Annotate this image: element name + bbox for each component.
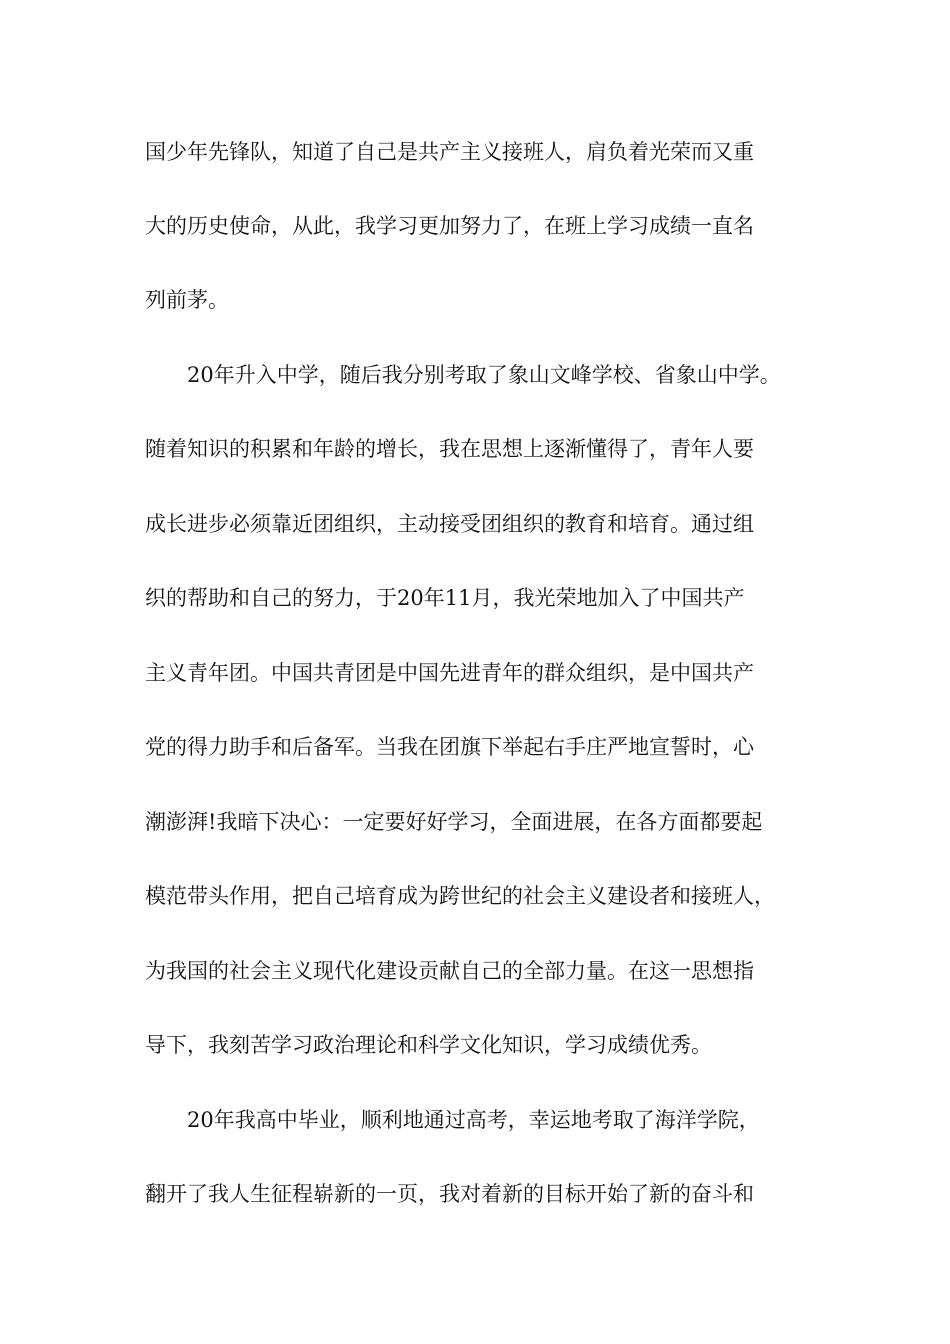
text-line: 导下，我刻苦学习政治理论和科学文化知识，学习成绩优秀。 [145,1033,712,1057]
text-line: 列前茅。 [145,288,229,312]
paragraph-first-line: 20年升入中学，随后我分别考取了象山文峰学校、省象山中学。 [187,363,781,387]
text-line: 国少年先锋队，知道了自己是共产主义接班人，肩负着光荣而又重 [145,140,754,164]
text-line: 随着知识的积累和年龄的增长，我在思想上逐渐懂得了，青年人要 [145,437,754,461]
paragraph-first-line: 20年我高中毕业，顺利地通过高考，幸运地考取了海洋学院， [187,1108,760,1132]
text-line: 模范带头作用，把自己培育成为跨世纪的社会主义建设者和接班人， [145,884,775,908]
text-line: 党的得力助手和后备军。当我在团旗下举起右手庄严地宣誓时，心 [145,735,754,759]
text-line: 潮澎湃!我暗下决心：一定要好好学习，全面进展，在各方面都要起 [145,810,763,834]
text-line: 大的历史使命，从此，我学习更加努力了，在班上学习成绩一直名 [145,214,754,238]
text-line: 织的帮助和自己的努力，于20年11月，我光荣地加入了中国共产 [145,586,745,610]
text-line: 为我国的社会主义现代化建设贡献自己的全部力量。在这一思想指 [145,959,754,983]
text-line: 成长进步必须靠近团组织，主动接受团组织的教育和培育。通过组 [145,512,754,536]
text-line: 主义青年团。中国共青团是中国先进青年的群众组织，是中国共产 [145,661,754,685]
text-line: 翻开了我人生征程崭新的一页，我对着新的目标开始了新的奋斗和 [145,1182,754,1206]
